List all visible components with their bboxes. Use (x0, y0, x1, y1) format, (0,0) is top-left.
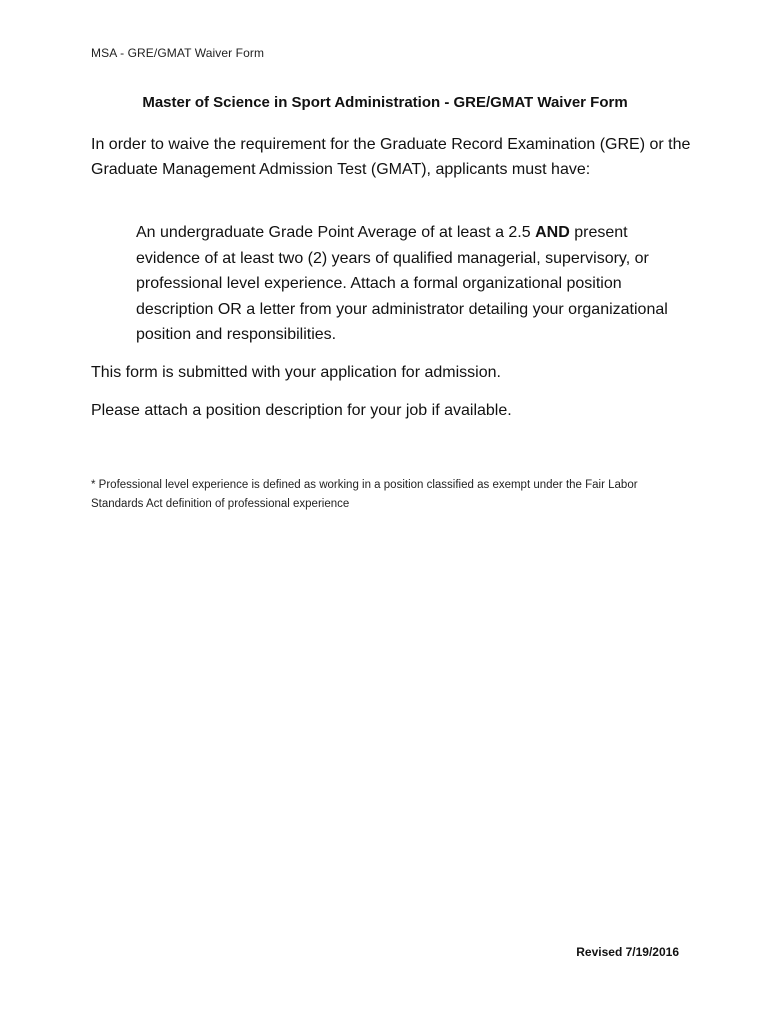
running-header: MSA - GRE/GMAT Waiver Form (91, 46, 265, 60)
requirement-text-part1: An undergraduate Grade Point Average of at least a 2.5 (136, 224, 536, 241)
attach-note: Please attach a position description for your job if available. (91, 402, 512, 419)
requirement-paragraph (136, 220, 676, 348)
requirement-and-emphasis: AND (535, 224, 570, 241)
submission-note: This form is submitted with your application for admission. (91, 364, 501, 381)
requirement-text-part2: present evidence of at least two (2) years of qualified managerial, supervisory, or professional level experience. Attach a formal organizational position description OR a letter from your administrator detailing your organizational position and responsibilities. (136, 224, 668, 343)
intro-paragraph: In order to waive the requirement for the Graduate Record Examination (GRE) or the Graduate Management Admission Test (GMAT), applicants must have: (91, 136, 691, 178)
revision-date: Revised 7/19/2016 (576, 945, 679, 959)
footnote: * Professional level experience is defined as working in a position classified as exempt under the Fair Labor Standards Act definition of professional experience (91, 479, 638, 510)
document-title: Master of Science in Sport Administration - GRE/GMAT Waiver Form (142, 94, 628, 111)
